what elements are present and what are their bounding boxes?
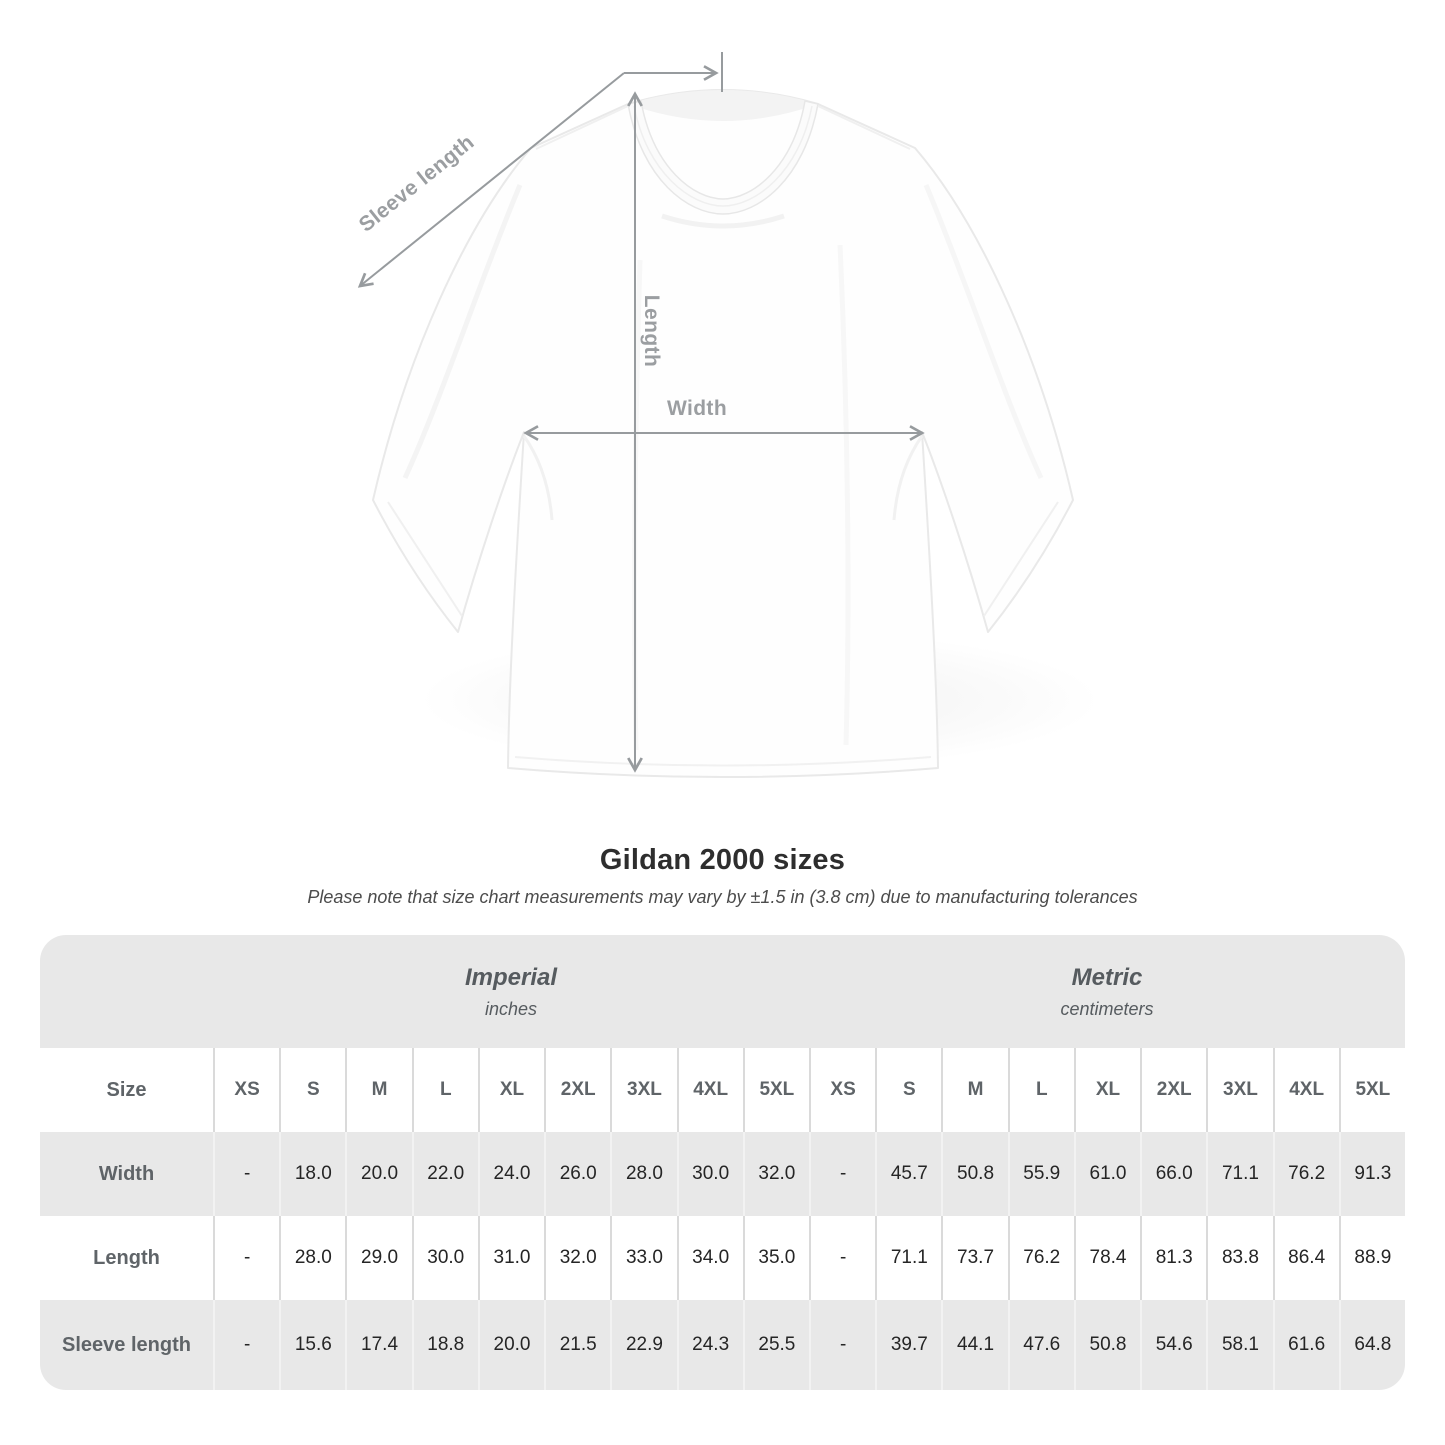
metric-label: Metric bbox=[1071, 963, 1143, 991]
row-label-1: Length bbox=[93, 1246, 160, 1269]
size-header-metric-4: XL bbox=[1074, 1048, 1140, 1132]
value-imperial-row1-col1: 28.0 bbox=[279, 1216, 345, 1300]
value-metric-row0-col8: 91.3 bbox=[1339, 1132, 1405, 1216]
size-header-row bbox=[40, 1048, 1405, 1132]
value-metric-row2-col8: 64.8 bbox=[1339, 1300, 1405, 1390]
value-metric-row0-col3: 55.9 bbox=[1008, 1132, 1074, 1216]
value-imperial-row0-col2: 20.0 bbox=[345, 1132, 411, 1216]
value-imperial-row0-col6: 28.0 bbox=[610, 1132, 676, 1216]
width-dimension-label: Width bbox=[666, 397, 728, 420]
value-metric-row1-col1: 71.1 bbox=[875, 1216, 941, 1300]
value-metric-row1-col8: 88.9 bbox=[1339, 1216, 1405, 1300]
value-metric-row0-col7: 76.2 bbox=[1273, 1132, 1339, 1216]
size-header-metric-6: 3XL bbox=[1206, 1048, 1272, 1132]
value-metric-row2-col3: 47.6 bbox=[1008, 1300, 1074, 1390]
value-imperial-row1-col2: 29.0 bbox=[345, 1216, 411, 1300]
size-header-imperial-8: 5XL bbox=[743, 1048, 809, 1132]
value-imperial-row2-col2: 17.4 bbox=[345, 1300, 411, 1390]
size-table bbox=[40, 935, 1405, 1390]
value-imperial-row1-col0: - bbox=[213, 1216, 279, 1300]
value-imperial-row0-col1: 18.0 bbox=[279, 1132, 345, 1216]
value-imperial-row1-col5: 32.0 bbox=[544, 1216, 610, 1300]
page-title: Gildan 2000 sizes bbox=[599, 844, 846, 876]
value-metric-row0-col2: 50.8 bbox=[941, 1132, 1007, 1216]
value-metric-row1-col7: 86.4 bbox=[1273, 1216, 1339, 1300]
value-metric-row2-col5: 54.6 bbox=[1140, 1300, 1206, 1390]
size-header-imperial-3: L bbox=[412, 1048, 478, 1132]
tolerance-note: Please note that size chart measurements may vary by ±1.5 in (3.8 cm) due to manufacturing tolerances bbox=[307, 887, 1138, 907]
size-header-imperial-2: M bbox=[345, 1048, 411, 1132]
value-metric-row1-col0: - bbox=[809, 1216, 875, 1300]
value-imperial-row2-col4: 20.0 bbox=[478, 1300, 544, 1390]
table-corner-cell bbox=[40, 935, 213, 1048]
size-header-imperial-1: S bbox=[279, 1048, 345, 1132]
measurement-row-1 bbox=[40, 1216, 1405, 1300]
value-imperial-row2-col1: 15.6 bbox=[279, 1300, 345, 1390]
size-header-imperial-6: 3XL bbox=[610, 1048, 676, 1132]
imperial-group-header bbox=[213, 935, 809, 1048]
row-label-2: Sleeve length bbox=[62, 1333, 191, 1356]
metric-unit-label: centimeters bbox=[1060, 998, 1154, 1019]
value-imperial-row0-col3: 22.0 bbox=[412, 1132, 478, 1216]
imperial-unit-label: inches bbox=[484, 998, 538, 1019]
value-metric-row2-col2: 44.1 bbox=[941, 1300, 1007, 1390]
value-imperial-row2-col5: 21.5 bbox=[544, 1300, 610, 1390]
caption-block bbox=[0, 844, 1445, 908]
size-header-metric-1: S bbox=[875, 1048, 941, 1132]
unit-header-band bbox=[40, 935, 1405, 1048]
measurement-row-0 bbox=[40, 1132, 1405, 1216]
value-imperial-row2-col6: 22.9 bbox=[610, 1300, 676, 1390]
value-metric-row2-col4: 50.8 bbox=[1074, 1300, 1140, 1390]
value-imperial-row1-col8: 35.0 bbox=[743, 1216, 809, 1300]
value-metric-row1-col3: 76.2 bbox=[1008, 1216, 1074, 1300]
value-metric-row1-col6: 83.8 bbox=[1206, 1216, 1272, 1300]
value-imperial-row0-col4: 24.0 bbox=[478, 1132, 544, 1216]
value-imperial-row0-col5: 26.0 bbox=[544, 1132, 610, 1216]
measurement-row-2 bbox=[40, 1300, 1405, 1390]
value-imperial-row0-col7: 30.0 bbox=[677, 1132, 743, 1216]
size-header-metric-3: L bbox=[1008, 1048, 1074, 1132]
value-metric-row2-col1: 39.7 bbox=[875, 1300, 941, 1390]
value-metric-row0-col6: 71.1 bbox=[1206, 1132, 1272, 1216]
value-metric-row2-col0: - bbox=[809, 1300, 875, 1390]
value-imperial-row2-col3: 18.8 bbox=[412, 1300, 478, 1390]
value-imperial-row0-col0: - bbox=[213, 1132, 279, 1216]
value-metric-row2-col7: 61.6 bbox=[1273, 1300, 1339, 1390]
sleeve-length-dimension-label: Sleeve length bbox=[354, 130, 479, 237]
value-metric-row0-col0: - bbox=[809, 1132, 875, 1216]
size-header-metric-5: 2XL bbox=[1140, 1048, 1206, 1132]
size-header-imperial-4: XL bbox=[478, 1048, 544, 1132]
value-imperial-row1-col3: 30.0 bbox=[412, 1216, 478, 1300]
measurement-grid bbox=[40, 1048, 1405, 1390]
size-header-metric-7: 4XL bbox=[1273, 1048, 1339, 1132]
metric-group-header bbox=[809, 935, 1405, 1048]
value-metric-row0-col1: 45.7 bbox=[875, 1132, 941, 1216]
value-metric-row1-col2: 73.7 bbox=[941, 1216, 1007, 1300]
value-metric-row0-col4: 61.0 bbox=[1074, 1132, 1140, 1216]
size-header-metric-8: 5XL bbox=[1339, 1048, 1405, 1132]
value-imperial-row1-col6: 33.0 bbox=[610, 1216, 676, 1300]
value-metric-row1-col4: 78.4 bbox=[1074, 1216, 1140, 1300]
imperial-label: Imperial bbox=[464, 963, 558, 991]
value-imperial-row2-col0: - bbox=[213, 1300, 279, 1390]
length-dimension-label: Length bbox=[640, 294, 663, 368]
value-imperial-row2-col8: 25.5 bbox=[743, 1300, 809, 1390]
value-metric-row1-col5: 81.3 bbox=[1140, 1216, 1206, 1300]
value-imperial-row1-col7: 34.0 bbox=[677, 1216, 743, 1300]
value-imperial-row2-col7: 24.3 bbox=[677, 1300, 743, 1390]
value-metric-row2-col6: 58.1 bbox=[1206, 1300, 1272, 1390]
size-header-imperial-0: XS bbox=[213, 1048, 279, 1132]
row-label-0: Width bbox=[98, 1162, 155, 1185]
value-metric-row0-col5: 66.0 bbox=[1140, 1132, 1206, 1216]
size-header-imperial-7: 4XL bbox=[677, 1048, 743, 1132]
value-imperial-row0-col8: 32.0 bbox=[743, 1132, 809, 1216]
value-imperial-row1-col4: 31.0 bbox=[478, 1216, 544, 1300]
size-header-metric-2: M bbox=[941, 1048, 1007, 1132]
size-column-header: Size bbox=[106, 1078, 147, 1101]
size-header-metric-0: XS bbox=[809, 1048, 875, 1132]
size-header-imperial-5: 2XL bbox=[544, 1048, 610, 1132]
